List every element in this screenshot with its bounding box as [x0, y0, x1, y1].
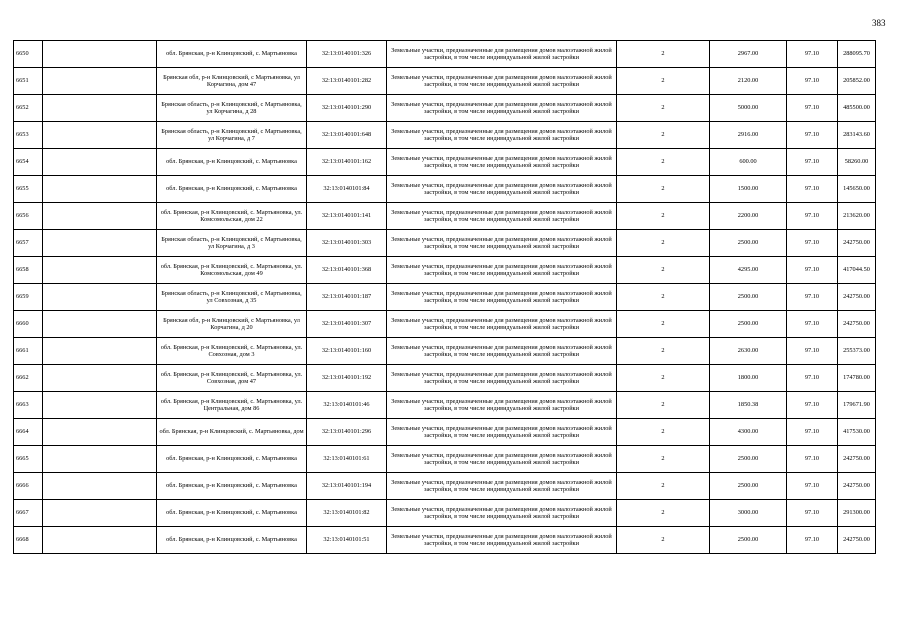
cadastral-number-cell: 32:13:0140101:290 — [307, 95, 387, 122]
cadastral-value-cell: 283143.60 — [838, 122, 876, 149]
permitted-use-cell: Земельные участки, предназначенные для размещения домов малоэтажной жилой застройки, в том числе индивидуальной жилой застройки — [387, 149, 617, 176]
area-cell: 3000.00 — [710, 500, 787, 527]
specific-value-cell: 97.10 — [787, 338, 838, 365]
category-cell: 2 — [617, 473, 710, 500]
specific-value-cell: 97.10 — [787, 473, 838, 500]
cadastral-value-cell: 255373.00 — [838, 338, 876, 365]
row-number-cell: 6665 — [14, 446, 43, 473]
table-row — [14, 365, 876, 392]
table-row — [14, 122, 876, 149]
empty-cell — [43, 338, 157, 365]
category-cell: 2 — [617, 257, 710, 284]
specific-value-cell: 97.10 — [787, 122, 838, 149]
cadastral-value-cell: 417530.00 — [838, 419, 876, 446]
permitted-use-cell: Земельные участки, предназначенные для размещения домов малоэтажной жилой застройки, в том числе индивидуальной жилой застройки — [387, 365, 617, 392]
address-cell: обл. Брянская, р-н Клинцовский, с. Мартьяновка — [157, 446, 307, 473]
specific-value-cell: 97.10 — [787, 311, 838, 338]
row-number-cell: 6660 — [14, 311, 43, 338]
specific-value-cell: 97.10 — [787, 230, 838, 257]
area-cell: 2500.00 — [710, 446, 787, 473]
permitted-use-cell: Земельные участки, предназначенные для размещения домов малоэтажной жилой застройки, в том числе индивидуальной жилой застройки — [387, 230, 617, 257]
permitted-use-cell: Земельные участки, предназначенные для размещения домов малоэтажной жилой застройки, в том числе индивидуальной жилой застройки — [387, 95, 617, 122]
empty-cell — [43, 230, 157, 257]
address-cell: обл. Брянская, р-н Клинцовский, с. Мартьяновка — [157, 527, 307, 554]
address-cell: обл. Брянская, р-н Клинцовский, с. Мартьяновка — [157, 41, 307, 68]
area-cell: 2500.00 — [710, 527, 787, 554]
row-number-cell: 6668 — [14, 527, 43, 554]
permitted-use-cell: Земельные участки, предназначенные для размещения домов малоэтажной жилой застройки, в том числе индивидуальной жилой застройки — [387, 446, 617, 473]
land-plot-table — [13, 40, 876, 554]
address-cell: обл. Брянская, р-н Клинцовский, с. Мартьяновка, дом — [157, 419, 307, 446]
category-cell: 2 — [617, 338, 710, 365]
area-cell: 2967.00 — [710, 41, 787, 68]
permitted-use-cell: Земельные участки, предназначенные для размещения домов малоэтажной жилой застройки, в том числе индивидуальной жилой застройки — [387, 122, 617, 149]
row-number-cell: 6653 — [14, 122, 43, 149]
cadastral-number-cell: 32:13:0140101:194 — [307, 473, 387, 500]
empty-cell — [43, 500, 157, 527]
table-row — [14, 149, 876, 176]
empty-cell — [43, 284, 157, 311]
row-number-cell: 6657 — [14, 230, 43, 257]
category-cell: 2 — [617, 500, 710, 527]
page-number: 383 — [872, 18, 886, 28]
cadastral-value-cell: 242750.00 — [838, 311, 876, 338]
empty-cell — [43, 419, 157, 446]
category-cell: 2 — [617, 230, 710, 257]
row-number-cell: 6650 — [14, 41, 43, 68]
empty-cell — [43, 257, 157, 284]
category-cell: 2 — [617, 527, 710, 554]
cadastral-number-cell: 32:13:0140101:296 — [307, 419, 387, 446]
table-row — [14, 473, 876, 500]
address-cell: обл. Брянская, р-н Клинцовский, с. Мартьяновка — [157, 176, 307, 203]
address-cell: обл. Брянская, р-н Клинцовский, с. Мартьяновка — [157, 149, 307, 176]
row-number-cell: 6663 — [14, 392, 43, 419]
row-number-cell: 6662 — [14, 365, 43, 392]
cadastral-value-cell: 242750.00 — [838, 473, 876, 500]
cadastral-number-cell: 32:13:0140101:187 — [307, 284, 387, 311]
cadastral-value-cell: 58260.00 — [838, 149, 876, 176]
empty-cell — [43, 311, 157, 338]
specific-value-cell: 97.10 — [787, 95, 838, 122]
cadastral-value-cell: 179671.90 — [838, 392, 876, 419]
row-number-cell: 6656 — [14, 203, 43, 230]
table-row — [14, 311, 876, 338]
category-cell: 2 — [617, 122, 710, 149]
specific-value-cell: 97.10 — [787, 527, 838, 554]
cadastral-number-cell: 32:13:0140101:51 — [307, 527, 387, 554]
address-cell: обл. Брянская, р-н Клинцовский, с. Мартьяновка, ул. Центральная, дом 86 — [157, 392, 307, 419]
area-cell: 2120.00 — [710, 68, 787, 95]
specific-value-cell: 97.10 — [787, 149, 838, 176]
cadastral-value-cell: 174780.00 — [838, 365, 876, 392]
empty-cell — [43, 122, 157, 149]
table-row — [14, 500, 876, 527]
cadastral-value-cell: 242750.00 — [838, 527, 876, 554]
cadastral-number-cell: 32:13:0140101:326 — [307, 41, 387, 68]
row-number-cell: 6654 — [14, 149, 43, 176]
cadastral-number-cell: 32:13:0140101:61 — [307, 446, 387, 473]
area-cell: 1500.00 — [710, 176, 787, 203]
table-row — [14, 284, 876, 311]
empty-cell — [43, 392, 157, 419]
permitted-use-cell: Земельные участки, предназначенные для размещения домов малоэтажной жилой застройки, в том числе индивидуальной жилой застройки — [387, 527, 617, 554]
cadastral-value-cell: 145650.00 — [838, 176, 876, 203]
permitted-use-cell: Земельные участки, предназначенные для размещения домов малоэтажной жилой застройки, в том числе индивидуальной жилой застройки — [387, 203, 617, 230]
permitted-use-cell: Земельные участки, предназначенные для размещения домов малоэтажной жилой застройки, в том числе индивидуальной жилой застройки — [387, 284, 617, 311]
cadastral-number-cell: 32:13:0140101:84 — [307, 176, 387, 203]
table-row — [14, 257, 876, 284]
row-number-cell: 6658 — [14, 257, 43, 284]
row-number-cell: 6661 — [14, 338, 43, 365]
table-row — [14, 95, 876, 122]
permitted-use-cell: Земельные участки, предназначенные для размещения домов малоэтажной жилой застройки, в том числе индивидуальной жилой застройки — [387, 311, 617, 338]
permitted-use-cell: Земельные участки, предназначенные для размещения домов малоэтажной жилой застройки, в том числе индивидуальной жилой застройки — [387, 473, 617, 500]
empty-cell — [43, 68, 157, 95]
cadastral-number-cell: 32:13:0140101:82 — [307, 500, 387, 527]
permitted-use-cell: Земельные участки, предназначенные для размещения домов малоэтажной жилой застройки, в том числе индивидуальной жилой застройки — [387, 68, 617, 95]
cadastral-value-cell: 288095.70 — [838, 41, 876, 68]
table-row — [14, 203, 876, 230]
area-cell: 1850.38 — [710, 392, 787, 419]
area-cell: 2500.00 — [710, 284, 787, 311]
cadastral-value-cell: 213620.00 — [838, 203, 876, 230]
table-row — [14, 446, 876, 473]
specific-value-cell: 97.10 — [787, 419, 838, 446]
specific-value-cell: 97.10 — [787, 257, 838, 284]
table-row — [14, 338, 876, 365]
address-cell: обл. Брянская, р-н Клинцовский, с. Мартьяновка, ул. Совхозная, дом 47 — [157, 365, 307, 392]
empty-cell — [43, 365, 157, 392]
cadastral-value-cell: 242750.00 — [838, 230, 876, 257]
specific-value-cell: 97.10 — [787, 392, 838, 419]
category-cell: 2 — [617, 41, 710, 68]
address-cell: обл. Брянская, р-н Клинцовский, с. Мартьяновка, ул. Комсомольская, дом 49 — [157, 257, 307, 284]
table-body — [14, 41, 876, 554]
table-row — [14, 527, 876, 554]
cadastral-value-cell: 291300.00 — [838, 500, 876, 527]
area-cell: 2500.00 — [710, 473, 787, 500]
cadastral-value-cell: 242750.00 — [838, 446, 876, 473]
row-number-cell: 6667 — [14, 500, 43, 527]
cadastral-value-cell: 205852.00 — [838, 68, 876, 95]
category-cell: 2 — [617, 68, 710, 95]
cadastral-number-cell: 32:13:0140101:648 — [307, 122, 387, 149]
table-row — [14, 230, 876, 257]
area-cell: 4295.00 — [710, 257, 787, 284]
category-cell: 2 — [617, 95, 710, 122]
permitted-use-cell: Земельные участки, предназначенные для размещения домов малоэтажной жилой застройки, в том числе индивидуальной жилой застройки — [387, 338, 617, 365]
address-cell: Брянская область, р-н Клинцовский, с Мартьяновка, ул Корчагина, д 3 — [157, 230, 307, 257]
cadastral-value-cell: 417044.50 — [838, 257, 876, 284]
area-cell: 5000.00 — [710, 95, 787, 122]
cadastral-value-cell: 485500.00 — [838, 95, 876, 122]
category-cell: 2 — [617, 284, 710, 311]
address-cell: Брянская область, р-н Клинцовский, с Мартьяновка, ул Корчагина, д 7 — [157, 122, 307, 149]
address-cell: Брянская обл, р-н Клинцовский, с Мартьяновка, ул Корчагина, д 20 — [157, 311, 307, 338]
table-row — [14, 41, 876, 68]
area-cell: 2630.00 — [710, 338, 787, 365]
permitted-use-cell: Земельные участки, предназначенные для размещения домов малоэтажной жилой застройки, в том числе индивидуальной жилой застройки — [387, 419, 617, 446]
category-cell: 2 — [617, 311, 710, 338]
empty-cell — [43, 95, 157, 122]
table-row — [14, 419, 876, 446]
row-number-cell: 6651 — [14, 68, 43, 95]
cadastral-number-cell: 32:13:0140101:141 — [307, 203, 387, 230]
address-cell: обл. Брянская, р-н Клинцовский, с. Мартьяновка — [157, 473, 307, 500]
cadastral-number-cell: 32:13:0140101:162 — [307, 149, 387, 176]
cadastral-number-cell: 32:13:0140101:160 — [307, 338, 387, 365]
table-row — [14, 68, 876, 95]
row-number-cell: 6664 — [14, 419, 43, 446]
empty-cell — [43, 203, 157, 230]
specific-value-cell: 97.10 — [787, 365, 838, 392]
permitted-use-cell: Земельные участки, предназначенные для размещения домов малоэтажной жилой застройки, в том числе индивидуальной жилой застройки — [387, 176, 617, 203]
empty-cell — [43, 473, 157, 500]
permitted-use-cell: Земельные участки, предназначенные для размещения домов малоэтажной жилой застройки, в том числе индивидуальной жилой застройки — [387, 392, 617, 419]
address-cell: обл. Брянская, р-н Клинцовский, с. Мартьяновка — [157, 500, 307, 527]
permitted-use-cell: Земельные участки, предназначенные для размещения домов малоэтажной жилой застройки, в том числе индивидуальной жилой застройки — [387, 257, 617, 284]
cadastral-number-cell: 32:13:0140101:46 — [307, 392, 387, 419]
address-cell: Брянская обл, р-н Клинцовский, с Мартьяновка, ул Корчагина, дом 47 — [157, 68, 307, 95]
row-number-cell: 6659 — [14, 284, 43, 311]
table-row — [14, 392, 876, 419]
cadastral-value-cell: 242750.00 — [838, 284, 876, 311]
specific-value-cell: 97.10 — [787, 176, 838, 203]
area-cell: 4300.00 — [710, 419, 787, 446]
category-cell: 2 — [617, 392, 710, 419]
cadastral-number-cell: 32:13:0140101:282 — [307, 68, 387, 95]
row-number-cell: 6666 — [14, 473, 43, 500]
row-number-cell: 6652 — [14, 95, 43, 122]
category-cell: 2 — [617, 203, 710, 230]
table-row — [14, 176, 876, 203]
empty-cell — [43, 149, 157, 176]
row-number-cell: 6655 — [14, 176, 43, 203]
category-cell: 2 — [617, 176, 710, 203]
area-cell: 2500.00 — [710, 230, 787, 257]
empty-cell — [43, 446, 157, 473]
cadastral-number-cell: 32:13:0140101:307 — [307, 311, 387, 338]
empty-cell — [43, 41, 157, 68]
permitted-use-cell: Земельные участки, предназначенные для размещения домов малоэтажной жилой застройки, в том числе индивидуальной жилой застройки — [387, 41, 617, 68]
area-cell: 2500.00 — [710, 311, 787, 338]
cadastral-number-cell: 32:13:0140101:368 — [307, 257, 387, 284]
address-cell: Брянская область, р-н Клинцовский, с Мартьяновка, ул Корчагина, д 28 — [157, 95, 307, 122]
empty-cell — [43, 176, 157, 203]
area-cell: 2916.00 — [710, 122, 787, 149]
address-cell: обл. Брянская, р-н Клинцовский, с. Мартьяновка, ул. Комсомольская, дом 22 — [157, 203, 307, 230]
address-cell: Брянская область, р-н Клинцовский, с Мартьяновка, ул Совхозная, д 35 — [157, 284, 307, 311]
area-cell: 2200.00 — [710, 203, 787, 230]
category-cell: 2 — [617, 365, 710, 392]
specific-value-cell: 97.10 — [787, 284, 838, 311]
area-cell: 600.00 — [710, 149, 787, 176]
category-cell: 2 — [617, 149, 710, 176]
address-cell: обл. Брянская, р-н Клинцовский, с. Мартьяновка, ул. Совхозная, дом 3 — [157, 338, 307, 365]
permitted-use-cell: Земельные участки, предназначенные для размещения домов малоэтажной жилой застройки, в том числе индивидуальной жилой застройки — [387, 500, 617, 527]
category-cell: 2 — [617, 446, 710, 473]
cadastral-number-cell: 32:13:0140101:303 — [307, 230, 387, 257]
cadastral-number-cell: 32:13:0140101:192 — [307, 365, 387, 392]
category-cell: 2 — [617, 419, 710, 446]
specific-value-cell: 97.10 — [787, 41, 838, 68]
empty-cell — [43, 527, 157, 554]
specific-value-cell: 97.10 — [787, 446, 838, 473]
area-cell: 1800.00 — [710, 365, 787, 392]
specific-value-cell: 97.10 — [787, 500, 838, 527]
specific-value-cell: 97.10 — [787, 68, 838, 95]
specific-value-cell: 97.10 — [787, 203, 838, 230]
